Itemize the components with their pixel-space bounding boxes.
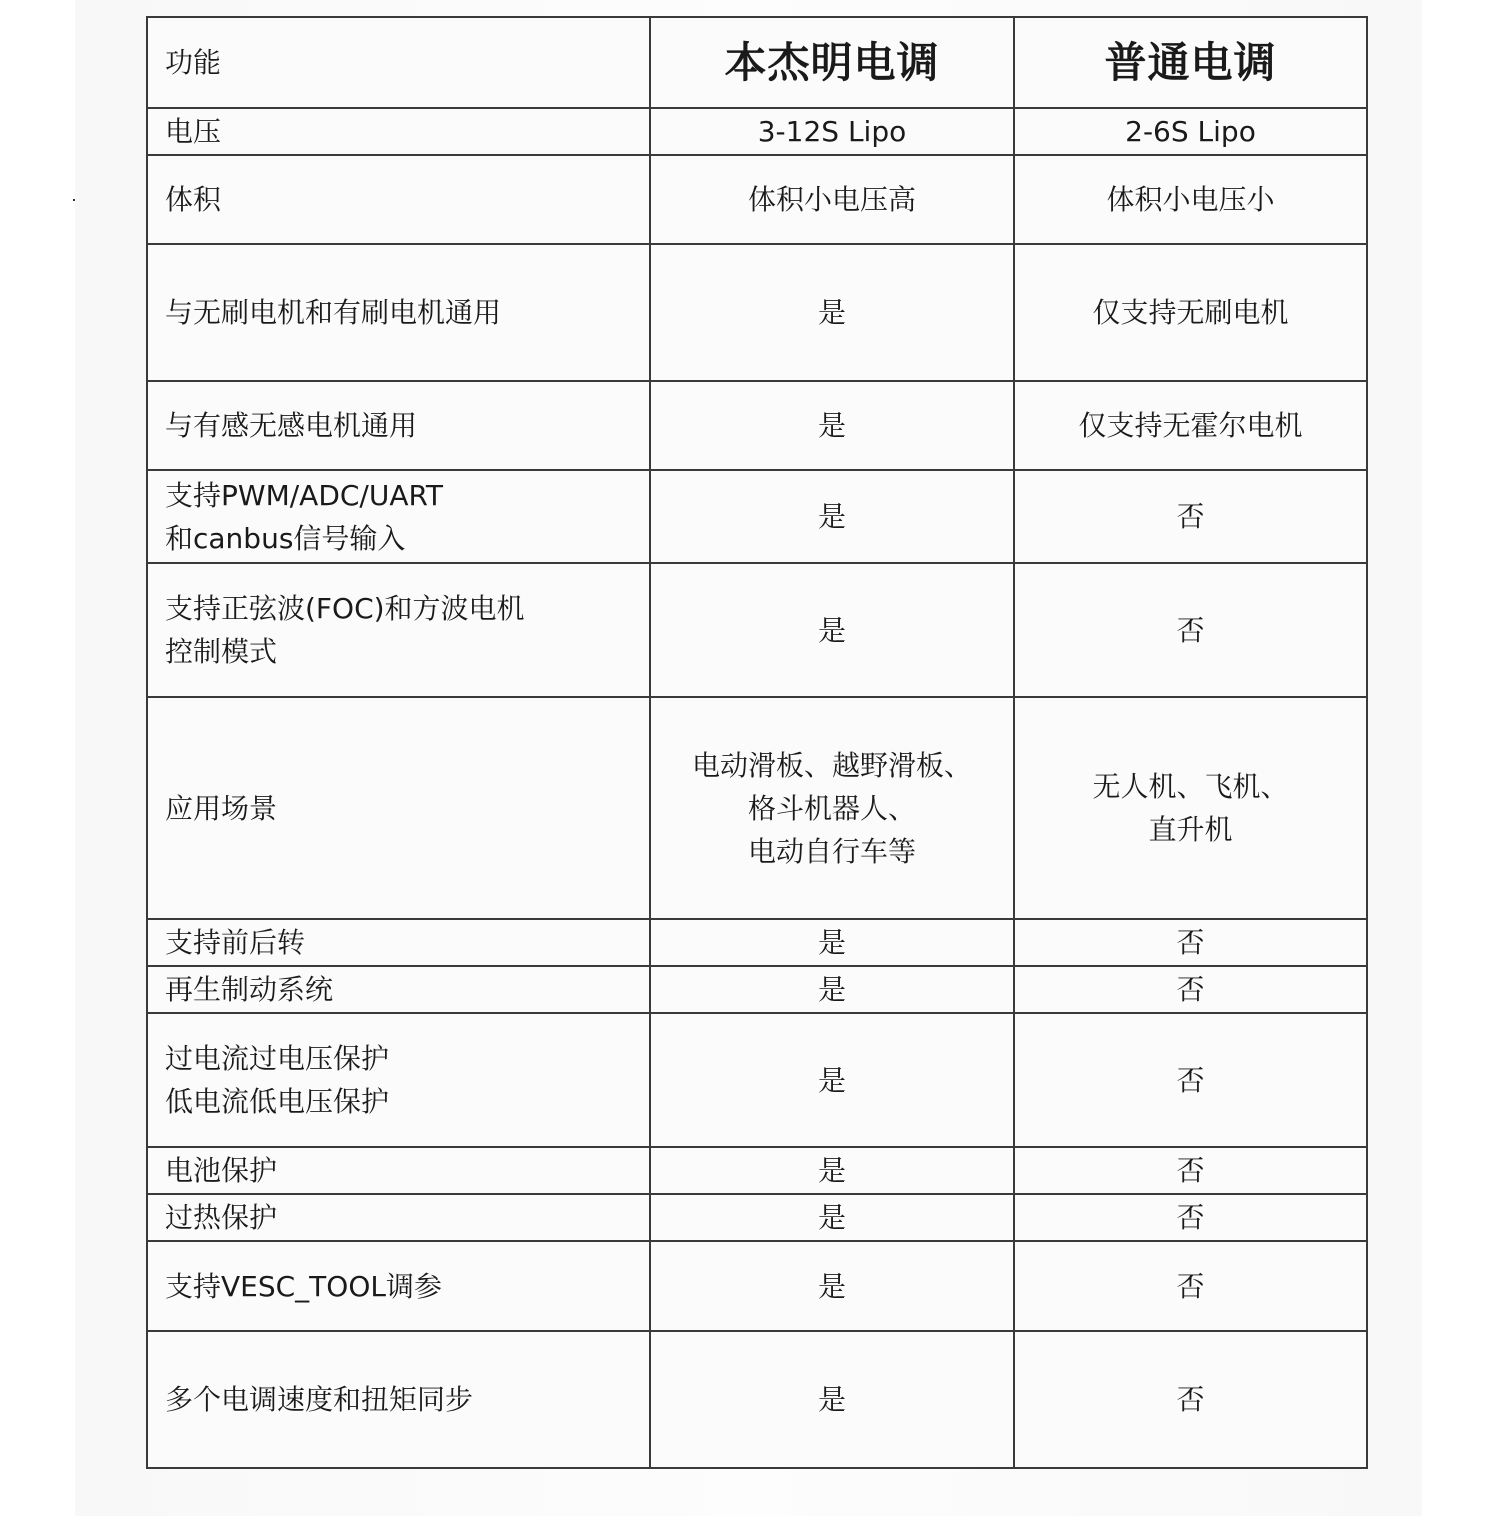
cell-text: 2-6S Lipo bbox=[1125, 115, 1256, 148]
cell-text: 与无刷电机和有刷电机通用 bbox=[165, 296, 502, 329]
table-row bbox=[147, 966, 1367, 1013]
table-row bbox=[147, 919, 1367, 966]
cell-text: 是 bbox=[817, 409, 846, 442]
feature-cell bbox=[147, 470, 650, 563]
feature-cell bbox=[147, 1013, 650, 1147]
ours-cell bbox=[650, 919, 1014, 966]
feature-cell bbox=[147, 244, 650, 381]
cell-text: 否 bbox=[1176, 1383, 1205, 1416]
cell-text: 电压 bbox=[165, 115, 222, 148]
normal-cell bbox=[1014, 244, 1367, 381]
feature-cell bbox=[147, 1241, 650, 1331]
feature-cell bbox=[147, 563, 650, 697]
cell-text: 否 bbox=[1176, 926, 1205, 959]
table-body bbox=[147, 108, 1367, 1468]
cell-text: 是 bbox=[817, 973, 846, 1006]
cell-text: 仅支持无刷电机 bbox=[1092, 296, 1289, 329]
cell-text: 否 bbox=[1176, 1154, 1205, 1187]
cell-text: 否 bbox=[1176, 1063, 1205, 1097]
cell-text: 否 bbox=[1176, 613, 1205, 647]
normal-cell bbox=[1014, 1013, 1367, 1147]
cell-text: 3-12S Lipo bbox=[757, 115, 907, 148]
header-feature-cell: 功能 bbox=[147, 17, 650, 108]
table-row bbox=[147, 1147, 1367, 1194]
cell-text: 否 bbox=[1176, 973, 1205, 1006]
ours-cell bbox=[650, 1147, 1014, 1194]
cell-text: 是 bbox=[817, 1201, 846, 1234]
table-row bbox=[147, 563, 1367, 697]
cell-text: 否 bbox=[1176, 1269, 1205, 1303]
table-header-row bbox=[147, 17, 1367, 108]
ours-cell bbox=[650, 1194, 1014, 1241]
cell-text: 支持PWM/ADC/UART bbox=[165, 478, 444, 512]
cell-text: 过电流过电压保护 bbox=[165, 1042, 390, 1075]
table-row bbox=[147, 697, 1367, 919]
cell-text: 低电流低电压保护 bbox=[165, 1085, 390, 1118]
ours-cell bbox=[650, 966, 1014, 1013]
header-normal-cell: 普通电调 bbox=[1014, 17, 1367, 108]
normal-cell bbox=[1014, 1331, 1367, 1468]
table-row bbox=[147, 1194, 1367, 1241]
table-row bbox=[147, 108, 1367, 155]
cell-text: 是 bbox=[817, 1383, 846, 1416]
feature-cell bbox=[147, 1147, 650, 1194]
cell-text: 体积 bbox=[165, 183, 222, 216]
cell-text: 是 bbox=[817, 926, 846, 959]
normal-cell bbox=[1014, 697, 1367, 919]
cell-text: 是 bbox=[817, 613, 846, 647]
cell-text: 支持正弦波(FOC)和方波电机 bbox=[165, 592, 525, 625]
cell-text: 是 bbox=[817, 1063, 846, 1097]
comparison-table bbox=[146, 16, 1368, 1469]
cell-text: 否 bbox=[1176, 500, 1205, 533]
cell-text: 是 bbox=[817, 500, 846, 533]
normal-cell bbox=[1014, 155, 1367, 244]
normal-cell bbox=[1014, 563, 1367, 697]
feature-cell bbox=[147, 966, 650, 1013]
cell-text: 体积小电压小 bbox=[1106, 183, 1275, 216]
cell-text: 直升机 bbox=[1148, 813, 1233, 846]
cell-text: 控制模式 bbox=[165, 635, 278, 668]
feature-cell bbox=[147, 381, 650, 470]
cell-text: 否 bbox=[1176, 1201, 1205, 1234]
normal-cell bbox=[1014, 1194, 1367, 1241]
table-row bbox=[147, 244, 1367, 381]
normal-cell bbox=[1014, 108, 1367, 155]
cell-text: 是 bbox=[817, 296, 846, 329]
table-row bbox=[147, 1241, 1367, 1331]
cell-text: 过热保护 bbox=[165, 1201, 278, 1234]
feature-cell bbox=[147, 1331, 650, 1468]
table-row bbox=[147, 155, 1367, 244]
cell-text: 支持前后转 bbox=[165, 926, 306, 959]
header-ours-cell: 本杰明电调 bbox=[650, 17, 1014, 108]
cell-text: 是 bbox=[817, 1269, 846, 1303]
normal-cell bbox=[1014, 966, 1367, 1013]
ours-cell bbox=[650, 697, 1014, 919]
cell-text: 多个电调速度和扭矩同步 bbox=[165, 1383, 474, 1416]
ours-cell bbox=[650, 381, 1014, 470]
normal-cell bbox=[1014, 381, 1367, 470]
normal-cell bbox=[1014, 1147, 1367, 1194]
ours-cell bbox=[650, 244, 1014, 381]
cell-text: 无人机、飞机、 bbox=[1092, 770, 1289, 803]
cell-text: 是 bbox=[817, 1154, 846, 1187]
table-row bbox=[147, 381, 1367, 470]
table-row bbox=[147, 470, 1367, 563]
feature-cell bbox=[147, 919, 650, 966]
ours-cell bbox=[650, 1331, 1014, 1468]
normal-cell bbox=[1014, 919, 1367, 966]
stray-dot bbox=[73, 199, 75, 201]
normal-cell bbox=[1014, 470, 1367, 563]
ours-cell bbox=[650, 563, 1014, 697]
cell-text: 电动自行车等 bbox=[747, 834, 916, 868]
cell-text: 格斗机器人、 bbox=[747, 791, 916, 825]
feature-cell bbox=[147, 1194, 650, 1241]
ours-cell bbox=[650, 1241, 1014, 1331]
ours-cell bbox=[650, 155, 1014, 244]
cell-text: 支持VESC_TOOL调参 bbox=[165, 1269, 442, 1303]
feature-cell bbox=[147, 108, 650, 155]
cell-text: 应用场景 bbox=[165, 791, 278, 825]
cell-text: 电池保护 bbox=[165, 1154, 278, 1187]
ours-cell bbox=[650, 1013, 1014, 1147]
table-row bbox=[147, 1331, 1367, 1468]
table-row bbox=[147, 1013, 1367, 1147]
cell-text: 体积小电压高 bbox=[747, 183, 916, 216]
feature-cell bbox=[147, 697, 650, 919]
ours-cell bbox=[650, 470, 1014, 563]
feature-cell bbox=[147, 155, 650, 244]
cell-text: 与有感无感电机通用 bbox=[165, 409, 418, 442]
cell-text: 再生制动系统 bbox=[165, 973, 334, 1006]
normal-cell bbox=[1014, 1241, 1367, 1331]
cell-text: 仅支持无霍尔电机 bbox=[1078, 409, 1303, 442]
cell-text: 和canbus信号输入 bbox=[165, 521, 406, 555]
ours-cell bbox=[650, 108, 1014, 155]
cell-text: 电动滑板、越野滑板、 bbox=[691, 748, 972, 782]
